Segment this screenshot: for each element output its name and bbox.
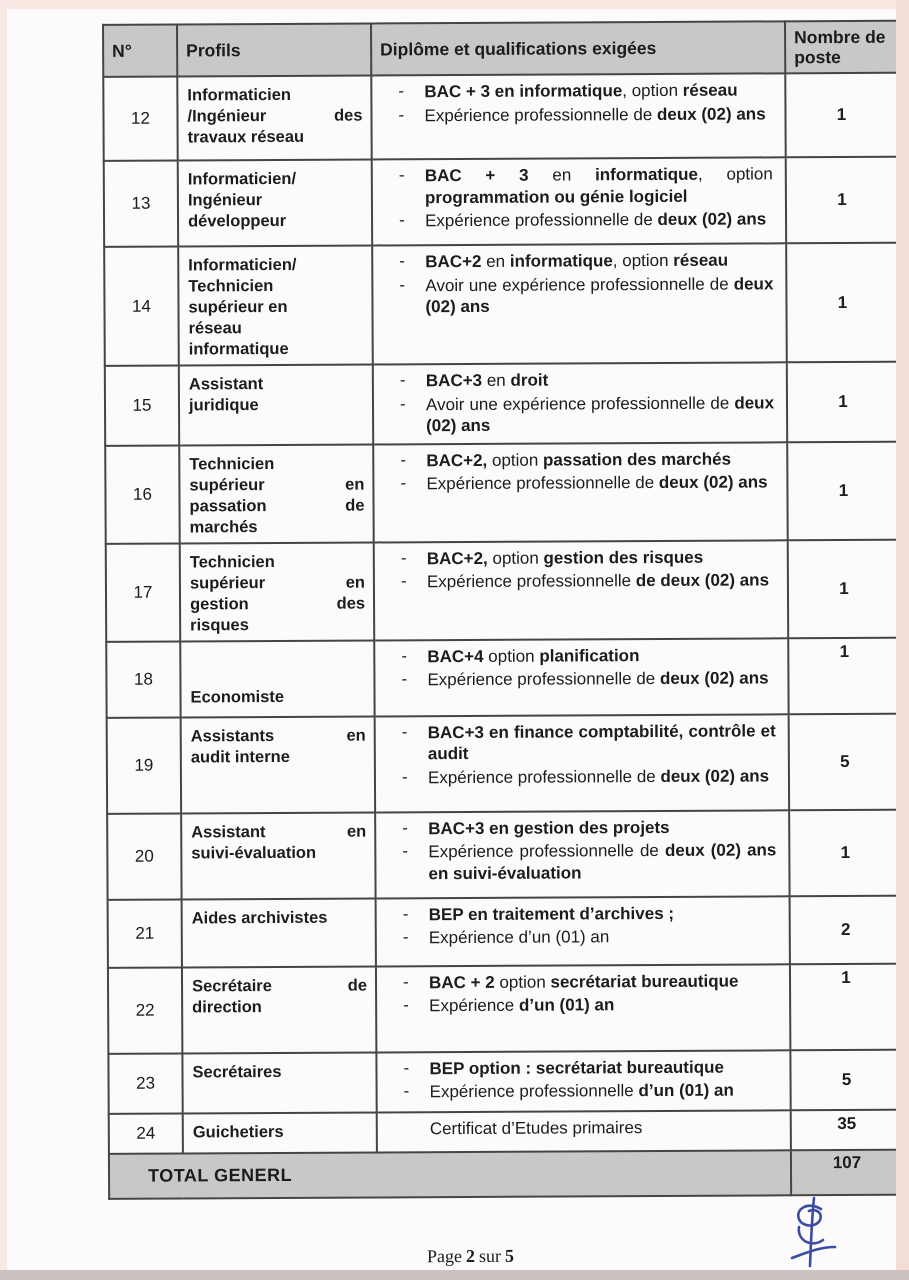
bullet-dash: -: [399, 251, 405, 271]
row-number: 17: [106, 543, 181, 641]
qualification-text: BEP en traitement d’archives ;: [428, 903, 675, 924]
profile-line: [191, 725, 366, 747]
row-number: 21: [108, 899, 182, 967]
qualification-text: Expérience professionnelle de: [424, 209, 658, 231]
table-row: [106, 539, 901, 641]
table-row: [104, 157, 898, 247]
qualification-text: réseau: [673, 250, 729, 270]
photo-edge-left: [0, 0, 7, 1280]
bullet-dash: -: [401, 645, 408, 665]
qualification-item: [374, 368, 774, 392]
profile-cell: [182, 966, 376, 1053]
profile-line: Aides archivistes: [191, 908, 328, 927]
qualification-item: [378, 1116, 778, 1140]
profile-word: des: [336, 594, 366, 613]
qualification-text: , option: [612, 250, 674, 271]
qualification-text: de deux (02) ans: [635, 570, 770, 591]
poste-count: 1: [785, 73, 897, 158]
qualification-item: [373, 163, 773, 208]
poste-count: 1: [788, 539, 901, 638]
qualification-text: option: [487, 548, 544, 568]
profile-line: Informaticien/: [187, 169, 297, 189]
qualification-text: , option: [622, 80, 683, 101]
document-scan: [102, 20, 886, 1268]
row-number: 20: [107, 813, 181, 899]
qualification-text: option: [483, 646, 540, 666]
table-row: [105, 441, 900, 543]
bullet-dash: -: [403, 995, 409, 1015]
table-row: [107, 713, 901, 813]
profile-line: développeur: [187, 211, 287, 231]
profile-word: supérieur: [189, 573, 266, 592]
table-row: [104, 243, 899, 366]
qualification-text: informatique: [509, 251, 613, 271]
qualification-text: BAC+4: [427, 646, 484, 666]
table-row: [109, 1109, 903, 1153]
profile-word: passation: [189, 496, 267, 515]
profile-line: [189, 474, 364, 496]
table-row: [108, 963, 902, 1053]
profile-line: [192, 975, 367, 997]
profile-line: réseau: [188, 319, 242, 338]
profile-cell: [181, 716, 376, 813]
qualification-text: passation des marchés: [542, 449, 732, 470]
qualification-item: [376, 839, 776, 884]
row-number: 23: [108, 1053, 182, 1113]
row-number: 22: [108, 967, 182, 1053]
qualification-text: Certificat d’Etudes primaires: [429, 1117, 643, 1138]
photo-edge-bottom: [0, 1270, 909, 1280]
qualification-text: deux (02) ans: [426, 392, 775, 436]
bullet-dash: -: [399, 370, 406, 390]
profile-line: [187, 106, 362, 128]
qualification-item: [376, 765, 776, 789]
profile-line: travaux réseau: [187, 127, 305, 147]
profile-line: audit interne: [190, 747, 290, 766]
profile-cell: [177, 75, 371, 160]
qualification-item: [374, 392, 774, 437]
qualification-item: [377, 902, 777, 926]
profile-line: direction: [192, 997, 262, 1016]
photo-edge-right: [896, 0, 909, 1280]
col-header-nombre: Nombre de poste: [785, 21, 897, 74]
profile-word: des: [334, 106, 363, 125]
profile-line: Assistant: [188, 375, 264, 394]
bullet-dash: -: [399, 274, 406, 294]
qualifications-cell: [375, 714, 789, 812]
profile-word: gestion: [189, 594, 249, 613]
profile-word: en: [345, 475, 365, 494]
qualifications-cell: [376, 896, 790, 966]
qualification-item: [372, 79, 772, 103]
qualification-text: programmation ou génie logiciel: [424, 186, 688, 207]
profile-line: [189, 495, 364, 517]
qualifications-cell: [371, 73, 785, 159]
profile-cell: [178, 159, 372, 246]
qualifications-cell: [374, 638, 788, 716]
col-header-num: N°: [103, 25, 177, 77]
poste-count: 1: [788, 637, 900, 714]
total-label: TOTAL GENERL: [109, 1150, 791, 1199]
qualification-text: Expérience professionnelle de: [424, 104, 658, 125]
photo-edge-top: [0, 0, 909, 9]
profile-line: juridique: [188, 396, 259, 415]
profile-word: de: [345, 496, 365, 515]
profile-word: Assistants: [190, 726, 275, 745]
profile-line: Secrétaires: [192, 1062, 282, 1081]
qualification-text: Expérience professionnelle: [429, 1081, 639, 1102]
poste-count: 2: [790, 895, 902, 964]
qualification-text: en: [552, 165, 596, 185]
bullet-dash: -: [402, 971, 409, 991]
qualifications-cell: [373, 362, 787, 444]
qualifications-cell: [377, 1110, 791, 1152]
qualification-text: Avoir une expérience professionnelle de: [425, 274, 734, 295]
row-number: 24: [109, 1113, 183, 1153]
qualification-text: BAC+3 en gestion des projets: [428, 817, 670, 838]
qualification-text: Expérience d’un (01) an: [428, 927, 610, 948]
profile-cell: [178, 245, 373, 365]
qualification-text: option: [494, 972, 551, 992]
qualification-item: [376, 720, 776, 765]
poste-count: 1: [787, 441, 900, 540]
qualification-item: [373, 208, 773, 232]
profile-line: Ingénieur: [187, 191, 263, 210]
table-header-row: [103, 21, 897, 77]
qualification-text: en: [486, 251, 510, 271]
qualification-text: planification: [539, 645, 640, 666]
profile-line: Technicien: [189, 552, 275, 571]
qualification-text: deux (02) ans: [658, 472, 768, 492]
profile-line: Technicien: [188, 277, 274, 296]
qualification-item: [373, 273, 773, 318]
qualification-text: réseau: [682, 80, 738, 100]
bullet-dash: -: [400, 449, 407, 469]
qualification-text: BAC+2: [425, 251, 487, 272]
qualifications-cell: [376, 964, 790, 1052]
qualification-text: d’un (01) an: [518, 995, 615, 1015]
bullet-dash: -: [402, 927, 409, 947]
qualification-text: deux (02) ans en suivi-évaluation: [428, 840, 777, 883]
row-number: 13: [104, 161, 178, 247]
table-row: [103, 73, 897, 161]
qualification-text: BAC+2,: [426, 548, 488, 568]
total-value: 107: [791, 1149, 903, 1195]
row-number: 19: [107, 717, 182, 813]
bullet-dash: -: [398, 210, 405, 230]
qualification-text: BAC+3 en finance comptabilité, contrôle et audit: [427, 720, 776, 764]
qualification-item: [375, 546, 775, 570]
qualification-text: BAC+3: [425, 370, 487, 391]
profile-line: supérieur en: [188, 297, 288, 317]
profile-cell: [179, 364, 373, 445]
bullet-dash: -: [400, 571, 407, 591]
profile-word: en: [346, 726, 366, 745]
qualification-item: [373, 249, 773, 273]
handwritten-signature-mark: [786, 1196, 840, 1270]
profile-cell: [183, 1112, 377, 1153]
qualification-item: [377, 970, 777, 994]
qualification-text: d’un (01) an: [638, 1080, 734, 1101]
row-number: 12: [103, 77, 177, 161]
col-header-profils: Profils: [177, 23, 371, 76]
qualification-text: Avoir une expérience professionnelle de: [425, 393, 735, 414]
profile-word: supérieur: [189, 475, 265, 494]
profile-cell: [181, 812, 375, 899]
profile-line: suivi-évaluation: [191, 843, 317, 862]
profile-word: Secrétaire: [191, 976, 272, 995]
table-row: [108, 1049, 902, 1113]
footer-total-pages: 5: [504, 1245, 515, 1266]
qualification-text: BAC + 2: [428, 972, 495, 992]
qualification-item: [378, 1079, 778, 1103]
qualification-text: BEP option : secrétariat bureautique: [429, 1057, 724, 1078]
qualification-text: option: [487, 450, 544, 470]
qualification-item: [377, 925, 777, 949]
qualification-text: Expérience professionnelle de: [428, 840, 665, 862]
profile-word: de: [347, 976, 368, 995]
qualification-text: BAC+2,: [426, 450, 488, 470]
footer-page-word: Page: [426, 1245, 463, 1266]
qualification-item: [375, 644, 775, 668]
qualification-text: Expérience professionnelle de: [426, 472, 659, 494]
profile-line: Guichetiers: [192, 1122, 284, 1141]
qualification-text: Expérience professionnelle de: [427, 766, 661, 787]
bullet-dash: -: [398, 104, 405, 124]
profile-word: en: [346, 822, 367, 841]
qualification-text: deux (02) ans: [660, 765, 770, 786]
profile-line: [191, 821, 366, 843]
bullet-dash: -: [399, 393, 406, 413]
profile-line: [190, 593, 365, 615]
poste-count: 1: [787, 362, 899, 442]
qualification-item: [375, 667, 775, 691]
profile-cell: [180, 542, 375, 641]
recruitment-table: [102, 20, 904, 1200]
qualification-item: [376, 816, 776, 840]
profile-word: /Ingénieur: [187, 107, 267, 126]
table-row: [106, 637, 900, 717]
profile-word: en: [345, 573, 365, 592]
qualifications-cell: [373, 442, 788, 542]
profile-cell: [182, 898, 376, 967]
row-number: 16: [105, 445, 180, 543]
qualification-text: Expérience: [429, 995, 519, 1016]
row-number: 14: [104, 246, 179, 365]
profile-line: informatique: [188, 339, 289, 359]
qualification-text: deux (02) ans: [659, 668, 769, 688]
qualification-item: [375, 569, 775, 593]
footer-sur-word: sur: [478, 1245, 502, 1266]
bullet-dash: -: [402, 841, 409, 861]
bullet-dash: -: [403, 1057, 410, 1077]
bullet-dash: -: [403, 1081, 410, 1101]
col-header-diplome: Diplôme et qualifications exigées: [371, 21, 785, 75]
bullet-dash: -: [401, 721, 408, 741]
qualification-text: secrétariat bureautique: [550, 971, 739, 992]
profile-word: Assistant: [191, 822, 266, 841]
poste-count: 5: [789, 713, 902, 810]
row-number: 18: [106, 641, 180, 717]
bullet-dash: -: [400, 473, 407, 493]
qualification-text: deux (02) ans: [656, 103, 766, 124]
bullet-dash: -: [398, 165, 405, 185]
qualification-text: BAC + 3 en informatique: [424, 81, 623, 102]
table-row: [108, 895, 902, 967]
bullet-dash: -: [402, 817, 408, 837]
qualification-item: [374, 471, 774, 495]
table-row: [107, 809, 901, 899]
bullet-dash: -: [402, 903, 409, 923]
profile-line: marchés: [189, 517, 258, 536]
profile-line: Economiste: [190, 687, 285, 706]
qualification-text: Expérience professionnelle de: [427, 668, 660, 690]
qualification-item: [372, 103, 772, 127]
poste-count: 5: [790, 1049, 902, 1110]
page-footer: [108, 1244, 832, 1269]
qualification-text: Expérience professionnelle: [426, 571, 636, 592]
qualification-item: [377, 993, 777, 1017]
poste-count: 1: [789, 809, 901, 896]
profile-line: [190, 572, 365, 594]
profile-cell: [182, 1052, 376, 1113]
qualification-text: deux (02) ans: [425, 273, 774, 317]
table-row: [105, 362, 899, 446]
qualification-text: , option: [697, 164, 773, 184]
qualification-text: en: [486, 370, 511, 390]
qualifications-cell: [375, 810, 789, 898]
qualification-text: BAC + 3: [424, 165, 553, 186]
footer-page-number: 2: [465, 1245, 476, 1266]
profile-line: Technicien: [189, 454, 275, 473]
bullet-dash: -: [398, 81, 405, 101]
qualification-item: [377, 1056, 777, 1080]
bullet-dash: -: [401, 669, 408, 689]
qualification-text: gestion des risques: [543, 547, 704, 568]
poste-count: 35: [791, 1109, 903, 1150]
qualifications-cell: [372, 157, 786, 245]
poste-count: 1: [786, 243, 899, 363]
profile-line: Informaticien/: [188, 255, 297, 275]
qualification-text: droit: [510, 370, 549, 390]
qualifications-cell: [376, 1050, 790, 1112]
profile-cell: [180, 640, 374, 717]
qualifications-cell: [374, 540, 789, 640]
qualifications-cell: [372, 243, 787, 364]
bullet-dash: -: [400, 547, 407, 567]
poste-count: 1: [790, 963, 902, 1050]
profile-line: risques: [190, 615, 249, 634]
profile-cell: [179, 444, 374, 543]
profile-line: Informaticien: [187, 85, 292, 105]
bullet-dash: -: [401, 766, 408, 786]
qualification-item: [374, 448, 774, 472]
total-row: [109, 1149, 903, 1198]
row-number: 15: [105, 365, 179, 445]
poste-count: 1: [786, 157, 898, 244]
qualification-text: informatique: [594, 164, 699, 185]
qualification-text: deux (02) ans: [657, 209, 767, 229]
